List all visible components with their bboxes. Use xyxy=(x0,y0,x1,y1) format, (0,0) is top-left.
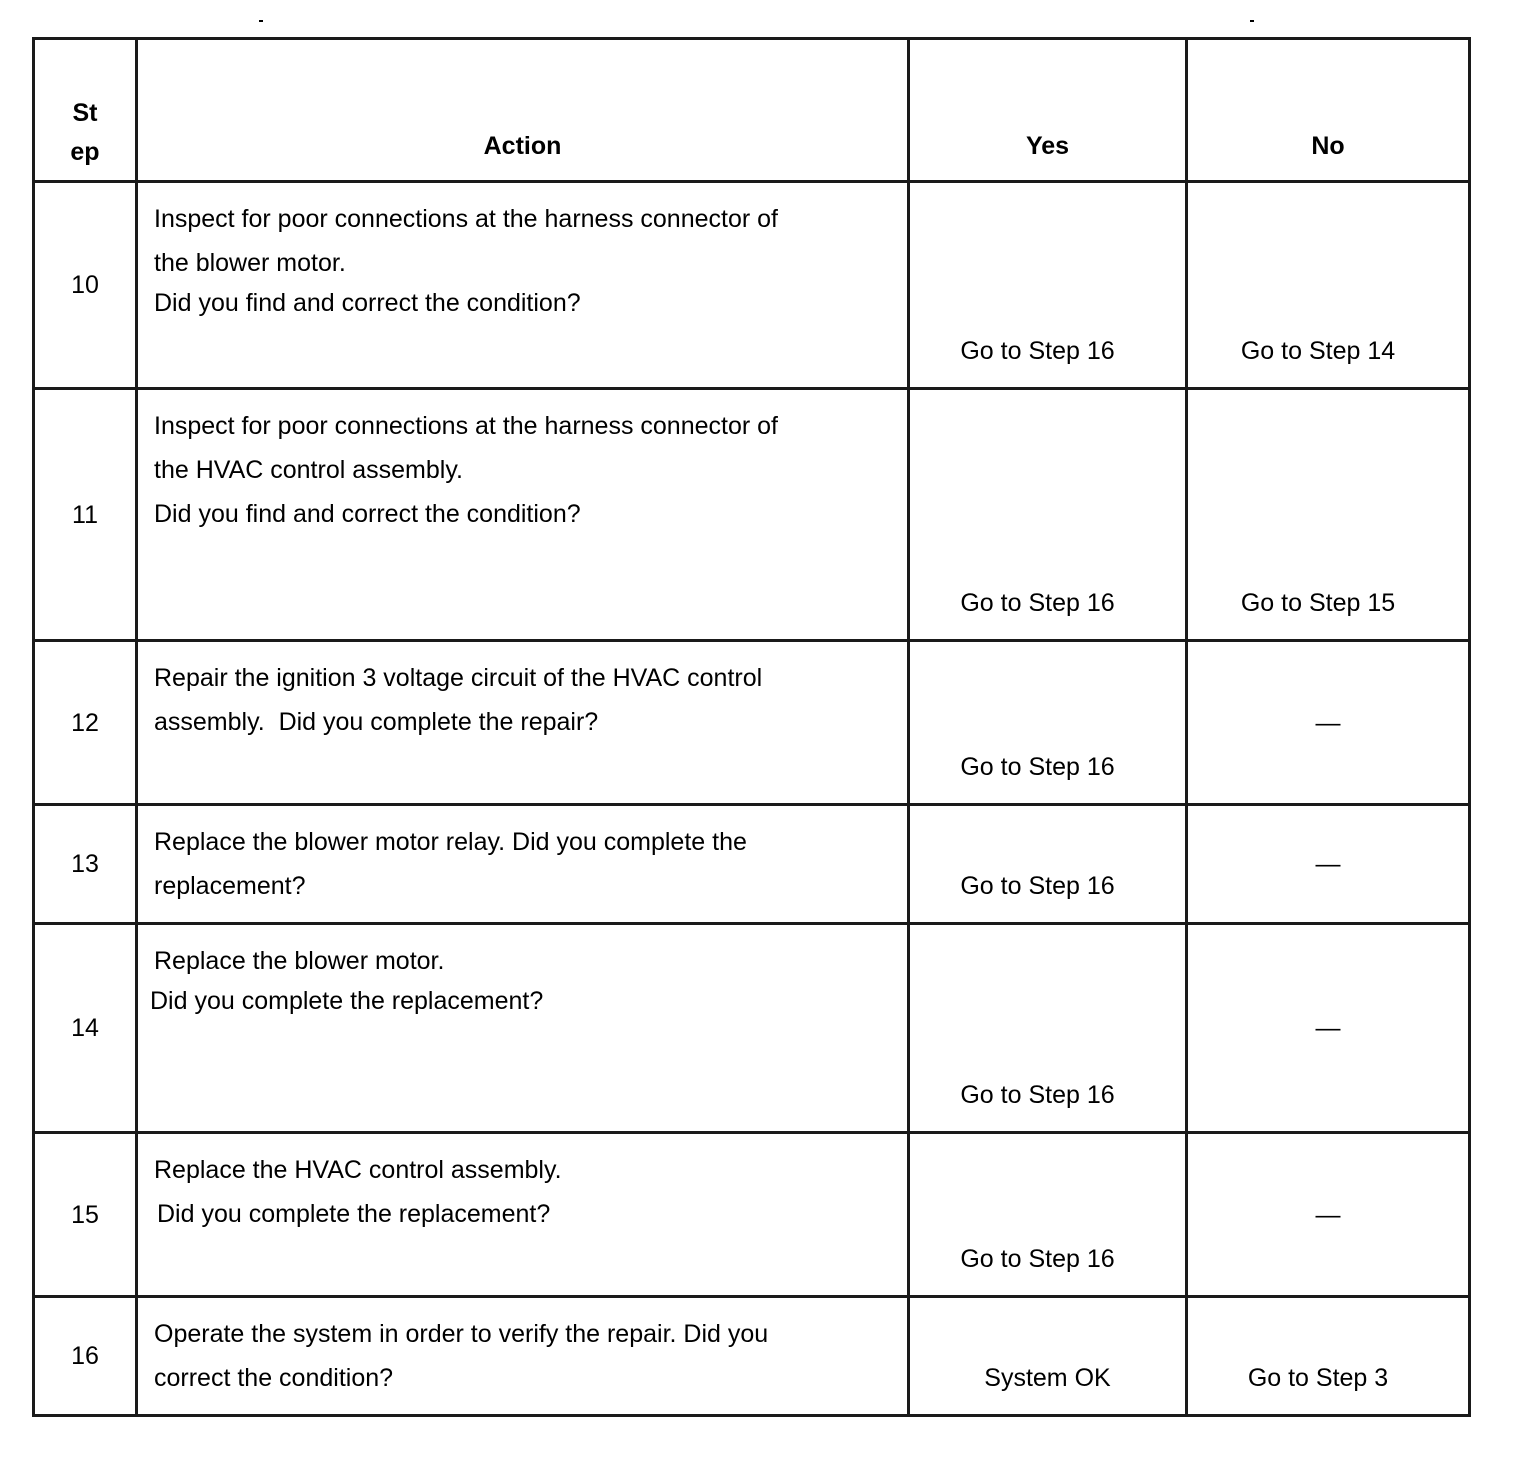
action-text: Repair the ignition 3 voltage circuit of the HVAC control assembly. Did you complete the repair? xyxy=(137,641,909,805)
no-result: — xyxy=(1187,1133,1470,1297)
table-row xyxy=(34,389,1470,641)
yes-result: System OK xyxy=(909,1297,1187,1416)
header-no: No xyxy=(1187,39,1470,182)
no-result: Go to Step 3 xyxy=(1187,1297,1470,1416)
no-result: — xyxy=(1187,924,1470,1133)
action-text: Replace the blower motor relay. Did you complete the replacement? xyxy=(137,805,909,924)
yes-result: Go to Step 16 xyxy=(909,182,1187,389)
yes-result: Go to Step 16 xyxy=(909,805,1187,924)
header-action: Action xyxy=(137,39,909,182)
table-row xyxy=(34,1133,1470,1297)
scan-mark-left xyxy=(259,20,263,22)
table-row xyxy=(34,805,1470,924)
no-result: — xyxy=(1187,805,1470,924)
yes-result: Go to Step 16 xyxy=(909,389,1187,641)
step-number: 14 xyxy=(34,924,137,1133)
no-result: Go to Step 14 xyxy=(1187,182,1470,389)
action-text: Replace the HVAC control assembly. Did you complete the replacement? xyxy=(137,1133,909,1297)
action-text: Operate the system in order to verify the repair. Did you correct the condition? xyxy=(137,1297,909,1416)
action-text: Inspect for poor connections at the harness connector of the HVAC control assembly. Did you find and correct the condition? xyxy=(137,389,909,641)
table-row xyxy=(34,1297,1470,1416)
table-header-row xyxy=(34,39,1470,182)
step-number: 16 xyxy=(34,1297,137,1416)
action-text: Replace the blower motor. Did you complete the replacement? xyxy=(137,924,909,1133)
table-row xyxy=(34,641,1470,805)
header-step: St ep xyxy=(34,39,137,182)
step-number: 11 xyxy=(34,389,137,641)
table-row xyxy=(34,924,1470,1133)
header-yes: Yes xyxy=(909,39,1187,182)
yes-result: Go to Step 16 xyxy=(909,1133,1187,1297)
table-row xyxy=(34,182,1470,389)
step-number: 15 xyxy=(34,1133,137,1297)
yes-result: Go to Step 16 xyxy=(909,641,1187,805)
scan-mark-right xyxy=(1250,20,1254,22)
diagnostic-step-table xyxy=(32,37,1471,1417)
step-number: 10 xyxy=(34,182,137,389)
no-result: — xyxy=(1187,641,1470,805)
step-number: 13 xyxy=(34,805,137,924)
step-number: 12 xyxy=(34,641,137,805)
action-text: Inspect for poor connections at the harness connector of the blower motor. Did you find and correct the condition? xyxy=(137,182,909,389)
no-result: Go to Step 15 xyxy=(1187,389,1470,641)
yes-result: Go to Step 16 xyxy=(909,924,1187,1133)
